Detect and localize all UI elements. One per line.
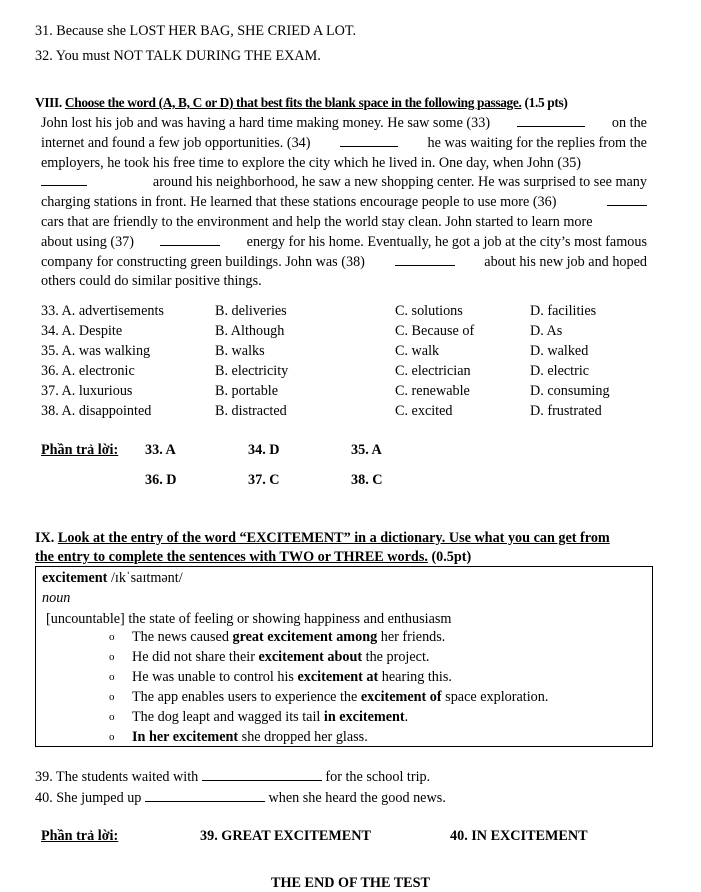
example: o The news caused great excitement among her friends. bbox=[109, 629, 446, 645]
passage-line: company for constructing green buildings. John was (38) about his new job and hoped bbox=[41, 253, 647, 270]
bullet-icon: o bbox=[109, 691, 115, 703]
sentence-31: 31. Because she LOST HER BAG, SHE CRIED A LOT. bbox=[35, 23, 357, 39]
answer-34: 34. D bbox=[248, 442, 280, 458]
answer-40: 40. IN EXCITEMENT bbox=[450, 828, 588, 844]
section-8-heading bbox=[35, 94, 567, 111]
section-8-points: (1.5 pts) bbox=[524, 95, 568, 110]
passage-line: internet and found a few job opportunities. (34) he was waiting for the replies from the bbox=[41, 134, 647, 151]
section-9-heading bbox=[35, 529, 610, 547]
blank-40 bbox=[145, 789, 265, 802]
headword: excitement bbox=[42, 570, 108, 586]
example: o He did not share their excitement about the project. bbox=[109, 649, 430, 665]
section-9-number: IX. bbox=[35, 530, 55, 546]
bullet-icon: o bbox=[109, 631, 115, 643]
blank-37 bbox=[160, 233, 220, 246]
dictionary-entry bbox=[35, 566, 653, 747]
passage-line: about using (37) energy for his home. Eventually, he got a job at the city’s most famous bbox=[41, 233, 647, 250]
example: o The dog leapt and wagged its tail in excitement. bbox=[109, 709, 409, 725]
bullet-icon: o bbox=[109, 651, 115, 663]
section-9-instruction-line1: Look at the entry of the word “EXCITEMENT” in a dictionary. Use what you can get from bbox=[57, 530, 610, 546]
part-of-speech: noun bbox=[42, 590, 71, 606]
section-9-points: (0.5pt) bbox=[431, 549, 472, 565]
section-8-number: VIII. bbox=[35, 95, 62, 110]
bullet-icon: o bbox=[109, 671, 115, 683]
section-8-instruction: Choose the word (A, B, C or D) that best fits the blank space in the following passage. bbox=[64, 95, 522, 110]
blank-34 bbox=[340, 134, 398, 147]
bullet-icon: o bbox=[109, 731, 115, 743]
section-9-heading-line2 bbox=[35, 548, 471, 566]
passage bbox=[41, 114, 647, 292]
blank-38 bbox=[395, 253, 455, 266]
question-39: 39. The students waited with for the school trip. bbox=[35, 769, 431, 785]
example: o The app enables users to experience the excitement of space exploration. bbox=[109, 689, 549, 705]
blank-36 bbox=[607, 193, 647, 206]
blank-35 bbox=[41, 173, 87, 186]
bullet-icon: o bbox=[109, 711, 115, 723]
end-of-test: THE END OF THE TEST bbox=[270, 875, 430, 891]
example: o He was unable to control his excitement at hearing this. bbox=[109, 669, 452, 685]
passage-line: employers, he took his free time to explore the city which he lived in. One day, when John (35) bbox=[41, 154, 582, 171]
answer-36: 36. D bbox=[145, 472, 177, 488]
question-40: 40. She jumped up when she heard the good news. bbox=[35, 790, 446, 806]
passage-line: others could do similar positive things. bbox=[41, 273, 262, 290]
blank-33 bbox=[517, 114, 585, 127]
passage-line: cars that are friendly to the environment and help the world stay clean. John started to learn more bbox=[41, 213, 593, 230]
example: o In her excitement she dropped her glass. bbox=[109, 729, 368, 745]
entry-header bbox=[42, 569, 183, 587]
section-9-instruction-line2: the entry to complete the sentences with TWO or THREE words. bbox=[35, 549, 428, 565]
passage-line: John lost his job and was having a hard time making money. He saw some (33) on the bbox=[41, 115, 647, 131]
passage-line: charging stations in front. He learned that these stations encourage people to use more (36) bbox=[41, 193, 647, 213]
passage-line: around his neighborhood, he saw a new shopping center. He was surprised to see many bbox=[41, 173, 647, 193]
definition: [uncountable] the state of feeling or showing happiness and enthusiasm bbox=[46, 611, 452, 627]
pronunciation: /ɪkˈsaɪtmənt/ bbox=[110, 570, 183, 586]
answer-37: 37. C bbox=[248, 472, 280, 488]
blank-39 bbox=[202, 768, 322, 781]
answer-label-9: Phần trả lời: bbox=[41, 828, 119, 844]
answer-35: 35. A bbox=[351, 442, 382, 458]
answer-33: 33. A bbox=[145, 442, 176, 458]
sentence-32: 32. You must NOT TALK DURING THE EXAM. bbox=[35, 48, 321, 64]
answer-39: 39. GREAT EXCITEMENT bbox=[200, 828, 371, 844]
answer-label-8: Phần trả lời: bbox=[41, 442, 119, 458]
answer-38: 38. C bbox=[351, 472, 383, 488]
